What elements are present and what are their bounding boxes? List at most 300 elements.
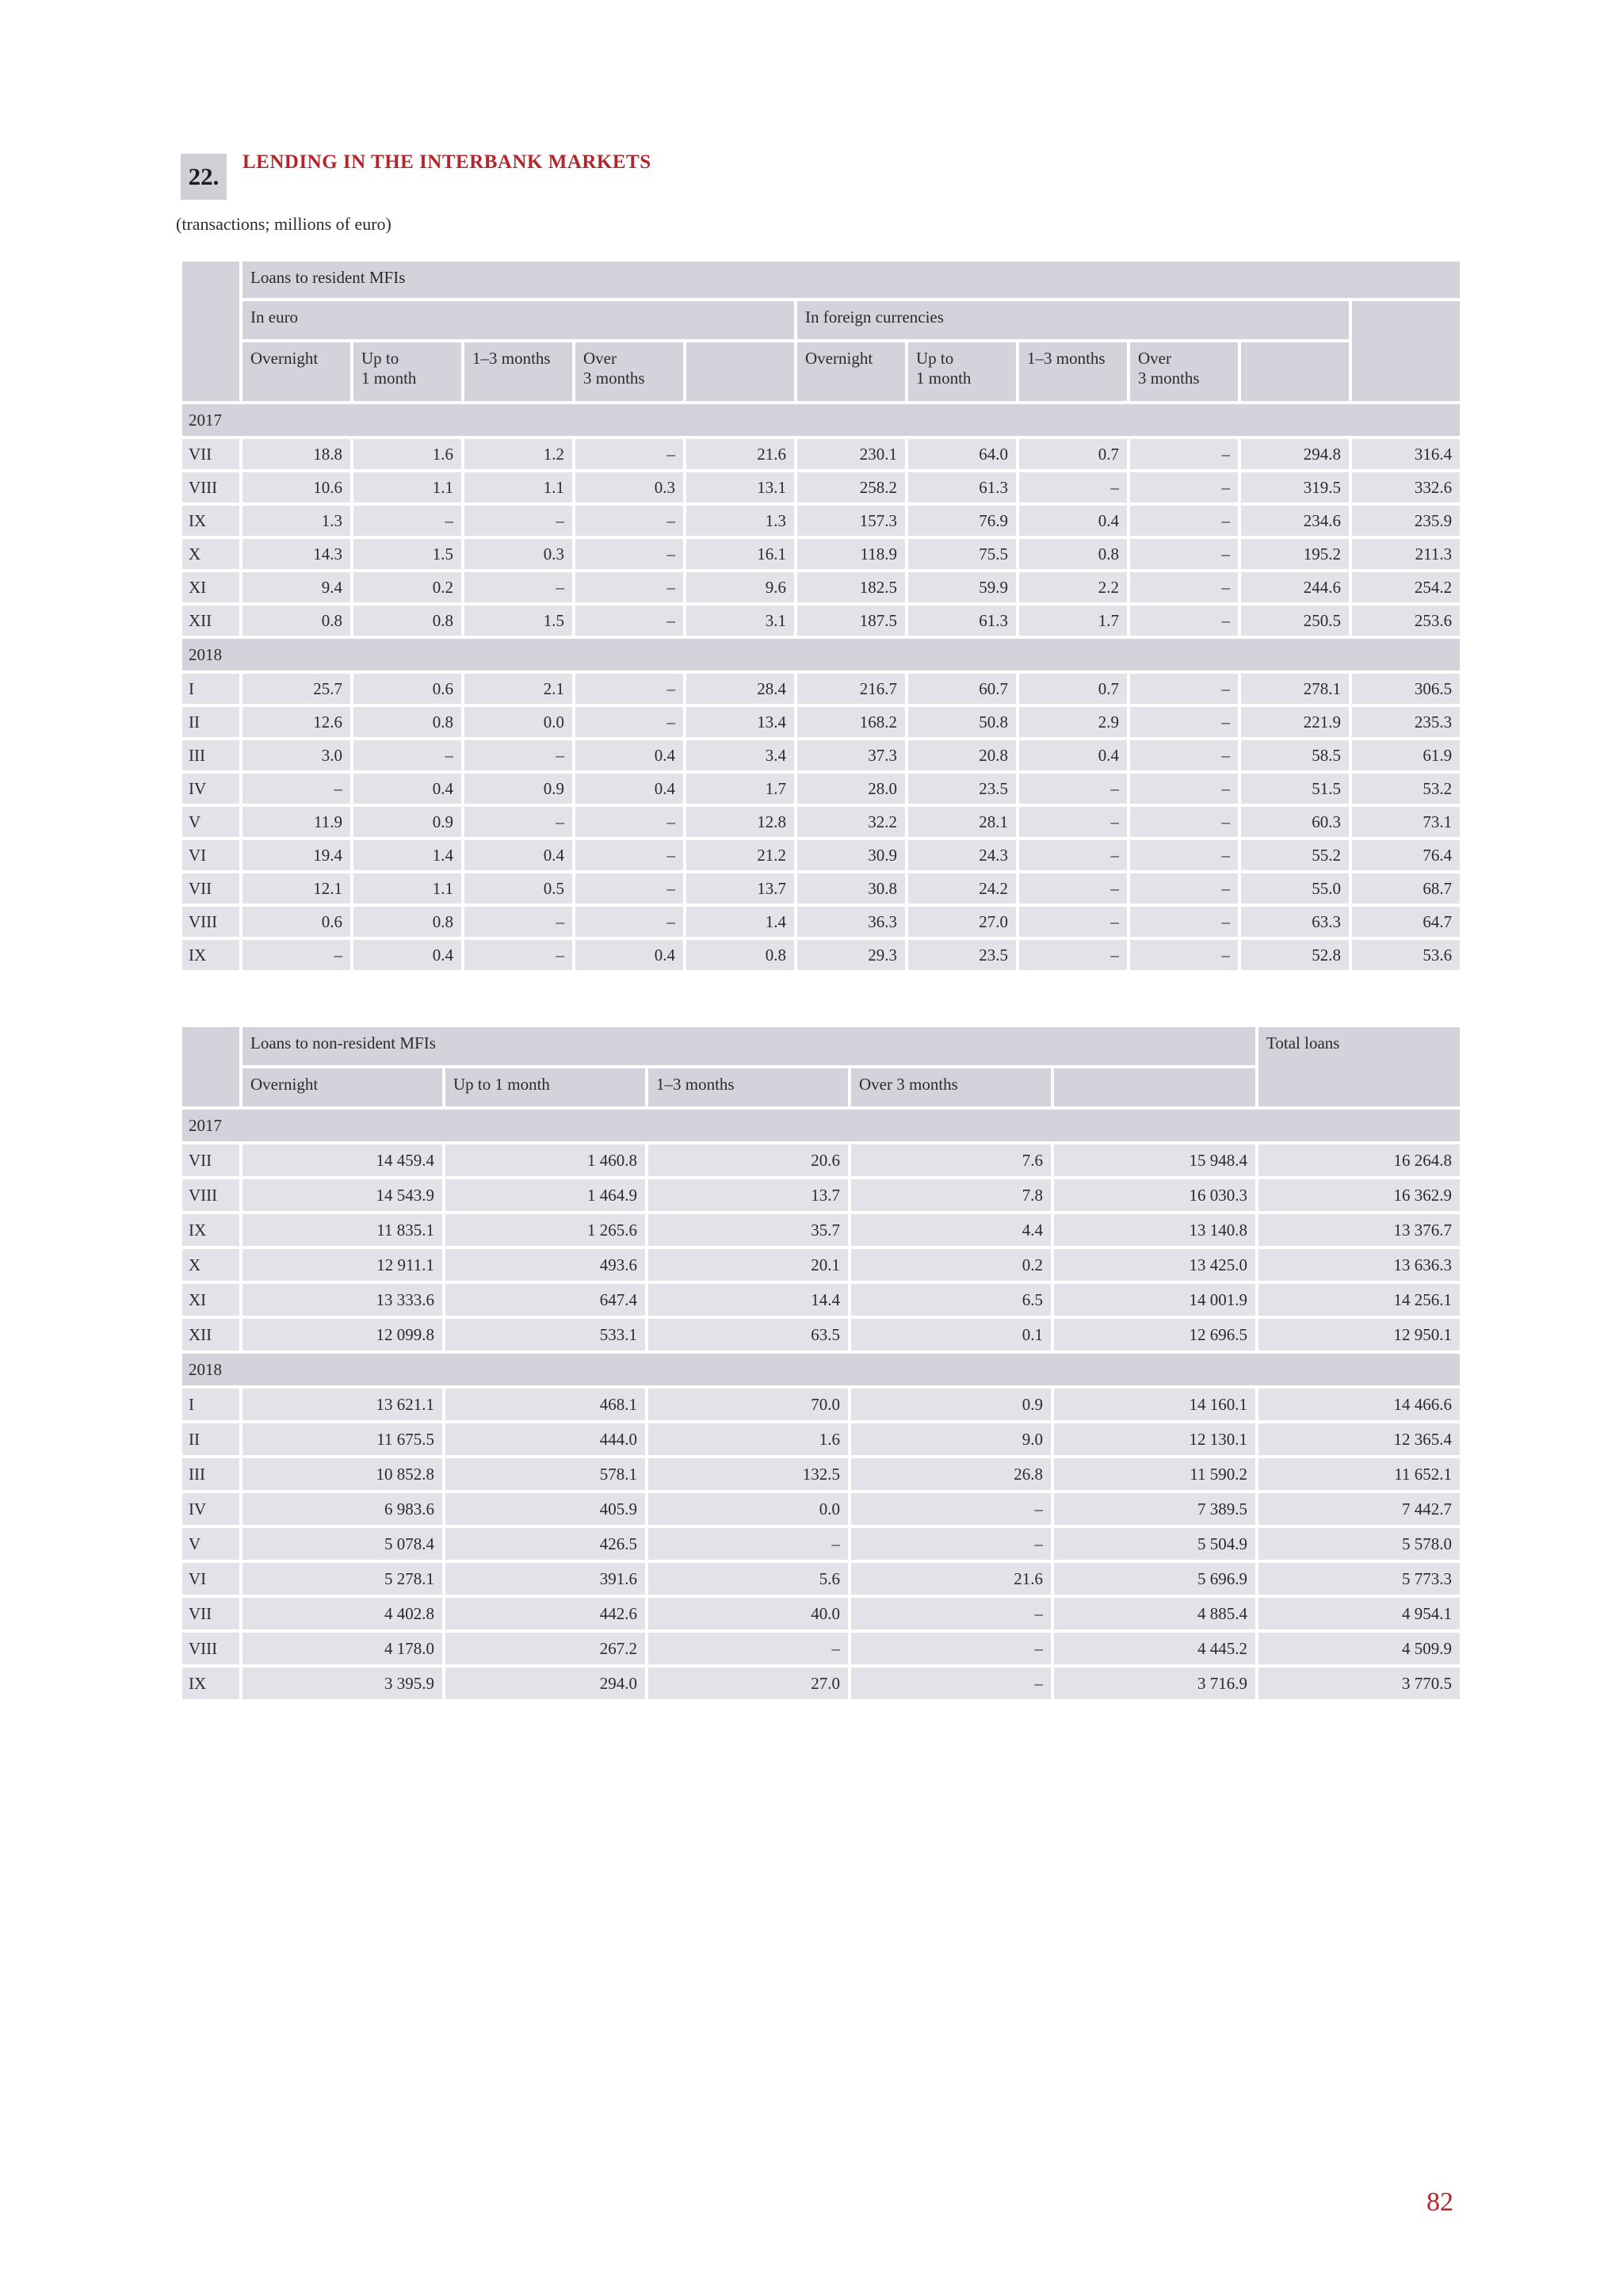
- table-row: [181, 1457, 1461, 1492]
- table-cell: 4 954.1: [1257, 1596, 1461, 1631]
- table-row: [181, 1247, 1461, 1282]
- table-cell: 1 460.8: [444, 1143, 647, 1178]
- row-label-month: X: [181, 1247, 241, 1282]
- table-cell: 0.5: [463, 872, 574, 905]
- row-label-month: IV: [181, 772, 241, 805]
- row-label-month: VI: [181, 1561, 241, 1596]
- row-label-month: VII: [181, 1143, 241, 1178]
- table-cell: 6.5: [850, 1282, 1052, 1317]
- table-cell: 30.9: [796, 839, 907, 872]
- table-cell: 0.8: [685, 938, 796, 972]
- table-cell: 0.4: [574, 938, 685, 972]
- table-cell: 9.6: [685, 571, 796, 604]
- table-cell: 332.6: [1350, 471, 1461, 504]
- table-cell: –: [1018, 839, 1128, 872]
- table-cell: –: [850, 1492, 1052, 1526]
- table-cell: –: [1128, 938, 1239, 972]
- row-label-month: VIII: [181, 1178, 241, 1213]
- subgroup-header-euro: In euro: [241, 300, 796, 341]
- col-header-over-3-months: Over 3 months: [574, 341, 685, 403]
- row-label-month: IX: [181, 938, 241, 972]
- table-cell: –: [463, 739, 574, 772]
- table-cell: –: [647, 1526, 850, 1561]
- col-header-total-loans: Total loans: [1257, 1026, 1461, 1108]
- table-cell: –: [1018, 905, 1128, 938]
- table-row: [181, 672, 1461, 705]
- header-blank-cell: [1052, 1067, 1257, 1108]
- table-cell: 16 264.8: [1257, 1143, 1461, 1178]
- table-title: LENDING IN THE INTERBANK MARKETS: [242, 151, 651, 173]
- table-cell: 319.5: [1239, 471, 1350, 504]
- table-cell: –: [1128, 905, 1239, 938]
- table-cell: 0.4: [463, 839, 574, 872]
- row-label-month: III: [181, 739, 241, 772]
- table-cell: –: [574, 571, 685, 604]
- table-cell: 27.0: [647, 1666, 850, 1701]
- table-cell: 14 160.1: [1052, 1387, 1257, 1422]
- table-cell: 235.9: [1350, 504, 1461, 537]
- row-label-month: VIII: [181, 1631, 241, 1666]
- table-cell: 5 773.3: [1257, 1561, 1461, 1596]
- table-cell: –: [1128, 839, 1239, 872]
- table-cell: 5 504.9: [1052, 1526, 1257, 1561]
- resident-mfi-table-body: [181, 403, 1461, 972]
- table-cell: 1.4: [352, 839, 463, 872]
- table-cell: –: [574, 437, 685, 471]
- table-cell: 21.6: [850, 1561, 1052, 1596]
- row-label-month: XI: [181, 1282, 241, 1317]
- table-cell: 0.6: [241, 905, 352, 938]
- table-cell: 13.4: [685, 705, 796, 739]
- table-cell: 187.5: [796, 604, 907, 637]
- table-cell: 64.7: [1350, 905, 1461, 938]
- table-cell: 9.0: [850, 1422, 1052, 1457]
- table-cell: 405.9: [444, 1492, 647, 1526]
- table-cell: –: [1128, 537, 1239, 571]
- row-label-month: VII: [181, 437, 241, 471]
- table-cell: 20.6: [647, 1143, 850, 1178]
- table-cell: 14.3: [241, 537, 352, 571]
- resident-mfi-table: [179, 258, 1463, 973]
- col-header-over-3-months: Over 3 months: [850, 1067, 1052, 1108]
- table-row: [181, 571, 1461, 604]
- table-cell: 1.1: [352, 471, 463, 504]
- table-cell: 1.7: [1018, 604, 1128, 637]
- table-cell: 6 983.6: [241, 1492, 444, 1526]
- table-cell: 11 590.2: [1052, 1457, 1257, 1492]
- table-cell: 61.3: [907, 471, 1018, 504]
- table-cell: 211.3: [1350, 537, 1461, 571]
- table-cell: –: [574, 705, 685, 739]
- table-cell: 63.3: [1239, 905, 1350, 938]
- table-cell: 0.3: [574, 471, 685, 504]
- table-cell: 157.3: [796, 504, 907, 537]
- table-cell: 234.6: [1239, 504, 1350, 537]
- table-cell: 1.6: [352, 437, 463, 471]
- table-cell: 14 466.6: [1257, 1387, 1461, 1422]
- year-row-label: 2018: [181, 1352, 1461, 1387]
- table-row: [181, 839, 1461, 872]
- table-cell: 3.1: [685, 604, 796, 637]
- row-label-month: VII: [181, 1596, 241, 1631]
- table-row: [181, 1387, 1461, 1422]
- table-cell: 3 716.9: [1052, 1666, 1257, 1701]
- table-cell: 13 636.3: [1257, 1247, 1461, 1282]
- table-cell: 55.2: [1239, 839, 1350, 872]
- table-cell: 61.9: [1350, 739, 1461, 772]
- table-cell: 4 509.9: [1257, 1631, 1461, 1666]
- table-cell: 20.1: [647, 1247, 850, 1282]
- table-cell: 5 696.9: [1052, 1561, 1257, 1596]
- table-row: [181, 504, 1461, 537]
- table-cell: 0.3: [463, 537, 574, 571]
- table-cell: 182.5: [796, 571, 907, 604]
- table-cell: 1.4: [685, 905, 796, 938]
- table-cell: 0.8: [352, 604, 463, 637]
- table-cell: 1.3: [685, 504, 796, 537]
- table-cell: 533.1: [444, 1317, 647, 1352]
- table-cell: 118.9: [796, 537, 907, 571]
- table-cell: 244.6: [1239, 571, 1350, 604]
- row-label-month: IX: [181, 1213, 241, 1247]
- table-cell: 76.4: [1350, 839, 1461, 872]
- table-row: [181, 1317, 1461, 1352]
- table-cell: 28.4: [685, 672, 796, 705]
- table-cell: –: [574, 604, 685, 637]
- table-cell: 3.4: [685, 739, 796, 772]
- table-cell: –: [1128, 471, 1239, 504]
- table-cell: 36.3: [796, 905, 907, 938]
- table-cell: 29.3: [796, 938, 907, 972]
- table-cell: –: [574, 537, 685, 571]
- table-row: [181, 805, 1461, 839]
- row-label-month: V: [181, 1526, 241, 1561]
- table-cell: 294.8: [1239, 437, 1350, 471]
- table-cell: 11 652.1: [1257, 1457, 1461, 1492]
- table-cell: 0.7: [1018, 672, 1128, 705]
- table-cell: 216.7: [796, 672, 907, 705]
- table-cell: –: [1128, 672, 1239, 705]
- table-cell: 27.0: [907, 905, 1018, 938]
- table-cell: 53.2: [1350, 772, 1461, 805]
- row-label-month: VIII: [181, 905, 241, 938]
- table-row: [181, 938, 1461, 972]
- col-header-up-to-1-month: Up to 1 month: [907, 341, 1018, 403]
- table-cell: 12 099.8: [241, 1317, 444, 1352]
- table-cell: 0.4: [574, 739, 685, 772]
- table-cell: 7 442.7: [1257, 1492, 1461, 1526]
- table-cell: 14 001.9: [1052, 1282, 1257, 1317]
- row-label-month: II: [181, 705, 241, 739]
- table-cell: 230.1: [796, 437, 907, 471]
- table-cell: 294.0: [444, 1666, 647, 1701]
- row-label-month: III: [181, 1457, 241, 1492]
- table-cell: 306.5: [1350, 672, 1461, 705]
- table-cell: 70.0: [647, 1387, 850, 1422]
- table-cell: 61.3: [907, 604, 1018, 637]
- table-row: [181, 705, 1461, 739]
- table-row: [181, 905, 1461, 938]
- table-cell: 4 402.8: [241, 1596, 444, 1631]
- table-cell: –: [574, 805, 685, 839]
- table-cell: –: [241, 938, 352, 972]
- table-cell: 51.5: [1239, 772, 1350, 805]
- table-cell: 1 265.6: [444, 1213, 647, 1247]
- table-cell: 468.1: [444, 1387, 647, 1422]
- table-cell: 0.6: [352, 672, 463, 705]
- table-cell: –: [463, 905, 574, 938]
- table-cell: 40.0: [647, 1596, 850, 1631]
- table-cell: –: [1128, 805, 1239, 839]
- table-cell: 4 445.2: [1052, 1631, 1257, 1666]
- table-cell: 10.6: [241, 471, 352, 504]
- table-cell: 13 140.8: [1052, 1213, 1257, 1247]
- table-cell: –: [241, 772, 352, 805]
- table-row: [181, 604, 1461, 637]
- table-cell: 13 376.7: [1257, 1213, 1461, 1247]
- row-label-month: II: [181, 1422, 241, 1457]
- col-header-1-3-months: 1–3 months: [647, 1067, 850, 1108]
- table-cell: 0.8: [352, 905, 463, 938]
- table-cell: –: [574, 839, 685, 872]
- table-cell: 1 464.9: [444, 1178, 647, 1213]
- table-cell: 64.0: [907, 437, 1018, 471]
- col-header-overnight: Overnight: [241, 1067, 444, 1108]
- table-cell: 3 395.9: [241, 1666, 444, 1701]
- table-cell: 0.4: [574, 772, 685, 805]
- table-row: [181, 1422, 1461, 1457]
- table-cell: 24.3: [907, 839, 1018, 872]
- table-cell: 1.2: [463, 437, 574, 471]
- col-header-up-to-1-month: Up to 1 month: [444, 1067, 647, 1108]
- table-cell: 0.1: [850, 1317, 1052, 1352]
- table-cell: 195.2: [1239, 537, 1350, 571]
- table-cell: 60.7: [907, 672, 1018, 705]
- table-cell: 15 948.4: [1052, 1143, 1257, 1178]
- table-cell: 75.5: [907, 537, 1018, 571]
- table-cell: –: [1128, 872, 1239, 905]
- table-number-badge: 22.: [181, 154, 227, 200]
- table-row: [181, 537, 1461, 571]
- table-cell: 0.2: [352, 571, 463, 604]
- table-cell: 23.5: [907, 938, 1018, 972]
- table-cell: –: [850, 1526, 1052, 1561]
- table-cell: 32.2: [796, 805, 907, 839]
- table-cell: 68.7: [1350, 872, 1461, 905]
- table-cell: 52.8: [1239, 938, 1350, 972]
- table-cell: 14.4: [647, 1282, 850, 1317]
- table-cell: –: [352, 739, 463, 772]
- table-cell: 53.6: [1350, 938, 1461, 972]
- table-cell: –: [1018, 938, 1128, 972]
- table-cell: 2.1: [463, 672, 574, 705]
- col-header-1-3-months: 1–3 months: [463, 341, 574, 403]
- table-cell: –: [1128, 504, 1239, 537]
- table-cell: 258.2: [796, 471, 907, 504]
- row-label-month: V: [181, 805, 241, 839]
- table-row: [181, 471, 1461, 504]
- table-cell: –: [850, 1631, 1052, 1666]
- group-header-non-resident: Loans to non-resident MFIs: [241, 1026, 1257, 1067]
- col-header-over-3-months: Over 3 months: [1128, 341, 1239, 403]
- table-cell: 21.6: [685, 437, 796, 471]
- row-label-month: VII: [181, 872, 241, 905]
- table-cell: 16.1: [685, 537, 796, 571]
- table-cell: 221.9: [1239, 705, 1350, 739]
- table-cell: –: [1018, 872, 1128, 905]
- row-label-month: I: [181, 672, 241, 705]
- table-row: [181, 872, 1461, 905]
- table-cell: 16 362.9: [1257, 1178, 1461, 1213]
- table-cell: 0.9: [352, 805, 463, 839]
- table-cell: –: [1128, 772, 1239, 805]
- table-row: [181, 1143, 1461, 1178]
- table-cell: 16 030.3: [1052, 1178, 1257, 1213]
- table-row: [181, 1282, 1461, 1317]
- table-cell: –: [1128, 571, 1239, 604]
- table-cell: 168.2: [796, 705, 907, 739]
- table-cell: 316.4: [1350, 437, 1461, 471]
- table-cell: 10 852.8: [241, 1457, 444, 1492]
- table-cell: 7.6: [850, 1143, 1052, 1178]
- row-label-month: XII: [181, 604, 241, 637]
- table-cell: 7.8: [850, 1178, 1052, 1213]
- table-cell: 35.7: [647, 1213, 850, 1247]
- table-cell: –: [1018, 805, 1128, 839]
- table-cell: 1.6: [647, 1422, 850, 1457]
- table-row: [181, 739, 1461, 772]
- table-cell: 5 578.0: [1257, 1526, 1461, 1561]
- col-header-up-to-1-month: Up to 1 month: [352, 341, 463, 403]
- table-cell: 0.0: [647, 1492, 850, 1526]
- table-cell: 426.5: [444, 1526, 647, 1561]
- table-cell: 63.5: [647, 1317, 850, 1352]
- table-cell: 60.3: [1239, 805, 1350, 839]
- table-cell: 28.1: [907, 805, 1018, 839]
- year-row-label: 2017: [181, 1108, 1461, 1143]
- table-cell: 1.5: [352, 537, 463, 571]
- year-row-label: 2017: [181, 403, 1461, 437]
- table-cell: 25.7: [241, 672, 352, 705]
- table-cell: 14 459.4: [241, 1143, 444, 1178]
- table-cell: 5.6: [647, 1561, 850, 1596]
- table-subtitle: (transactions; millions of euro): [176, 214, 391, 234]
- table-cell: 37.3: [796, 739, 907, 772]
- table-cell: 12 365.4: [1257, 1422, 1461, 1457]
- table-row: [181, 437, 1461, 471]
- table-row: [181, 1561, 1461, 1596]
- table-cell: 3 770.5: [1257, 1666, 1461, 1701]
- table-cell: 13.7: [647, 1178, 850, 1213]
- table-cell: 12 696.5: [1052, 1317, 1257, 1352]
- page-number: 82: [1426, 2187, 1453, 2217]
- table-cell: –: [1128, 705, 1239, 739]
- table-cell: 50.8: [907, 705, 1018, 739]
- non-resident-mfi-table: [179, 1024, 1463, 1702]
- table-cell: 5 278.1: [241, 1561, 444, 1596]
- group-header-resident: Loans to resident MFIs: [241, 260, 1461, 300]
- table-cell: 23.5: [907, 772, 1018, 805]
- row-label-month: I: [181, 1387, 241, 1422]
- table-cell: 278.1: [1239, 672, 1350, 705]
- table-cell: 11 835.1: [241, 1213, 444, 1247]
- table-cell: 0.4: [352, 938, 463, 972]
- table-cell: 3.0: [241, 739, 352, 772]
- table-cell: 0.9: [850, 1387, 1052, 1422]
- table-cell: –: [574, 905, 685, 938]
- table-cell: 12.6: [241, 705, 352, 739]
- table-cell: 0.0: [463, 705, 574, 739]
- table-cell: –: [647, 1631, 850, 1666]
- table-cell: 24.2: [907, 872, 1018, 905]
- table-row: [181, 1526, 1461, 1561]
- table-cell: –: [1018, 772, 1128, 805]
- table-cell: –: [574, 672, 685, 705]
- table-cell: 0.8: [1018, 537, 1128, 571]
- table-cell: 0.9: [463, 772, 574, 805]
- table-cell: 1.5: [463, 604, 574, 637]
- header-blank-cell: [181, 1026, 241, 1108]
- table-cell: 12 950.1: [1257, 1317, 1461, 1352]
- table-cell: 21.2: [685, 839, 796, 872]
- table-cell: 2.9: [1018, 705, 1128, 739]
- table-cell: 13 425.0: [1052, 1247, 1257, 1282]
- table-cell: –: [1018, 471, 1128, 504]
- col-header-overnight: Overnight: [241, 341, 352, 403]
- table-cell: 12.8: [685, 805, 796, 839]
- header-blank-cell: [685, 341, 796, 403]
- table-cell: 12 911.1: [241, 1247, 444, 1282]
- table-cell: 7 389.5: [1052, 1492, 1257, 1526]
- table-cell: 0.4: [1018, 739, 1128, 772]
- table-cell: 391.6: [444, 1561, 647, 1596]
- table-cell: 12 130.1: [1052, 1422, 1257, 1457]
- table-row: [181, 1178, 1461, 1213]
- table-cell: 26.8: [850, 1457, 1052, 1492]
- table-cell: 59.9: [907, 571, 1018, 604]
- table-cell: 1.1: [352, 872, 463, 905]
- table-cell: 1.1: [463, 471, 574, 504]
- row-label-month: X: [181, 537, 241, 571]
- table-cell: 30.8: [796, 872, 907, 905]
- table-cell: 267.2: [444, 1631, 647, 1666]
- table-cell: 76.9: [907, 504, 1018, 537]
- table-row: [181, 1631, 1461, 1666]
- table-cell: 13.7: [685, 872, 796, 905]
- table-cell: –: [463, 504, 574, 537]
- table-cell: 11.9: [241, 805, 352, 839]
- table-cell: 58.5: [1239, 739, 1350, 772]
- table-cell: 13 333.6: [241, 1282, 444, 1317]
- table-cell: 20.8: [907, 739, 1018, 772]
- table-cell: 14 256.1: [1257, 1282, 1461, 1317]
- row-label-month: IV: [181, 1492, 241, 1526]
- table-cell: 1.7: [685, 772, 796, 805]
- table-row: [181, 1213, 1461, 1247]
- header-blank-cell: [1350, 300, 1461, 403]
- table-cell: –: [574, 872, 685, 905]
- col-header-1-3-months: 1–3 months: [1018, 341, 1128, 403]
- non-resident-mfi-table-body: [181, 1108, 1461, 1701]
- table-cell: 254.2: [1350, 571, 1461, 604]
- table-cell: 442.6: [444, 1596, 647, 1631]
- table-cell: 11 675.5: [241, 1422, 444, 1457]
- table-cell: 647.4: [444, 1282, 647, 1317]
- row-label-month: IX: [181, 504, 241, 537]
- table-cell: 493.6: [444, 1247, 647, 1282]
- table-cell: –: [574, 504, 685, 537]
- table-cell: 250.5: [1239, 604, 1350, 637]
